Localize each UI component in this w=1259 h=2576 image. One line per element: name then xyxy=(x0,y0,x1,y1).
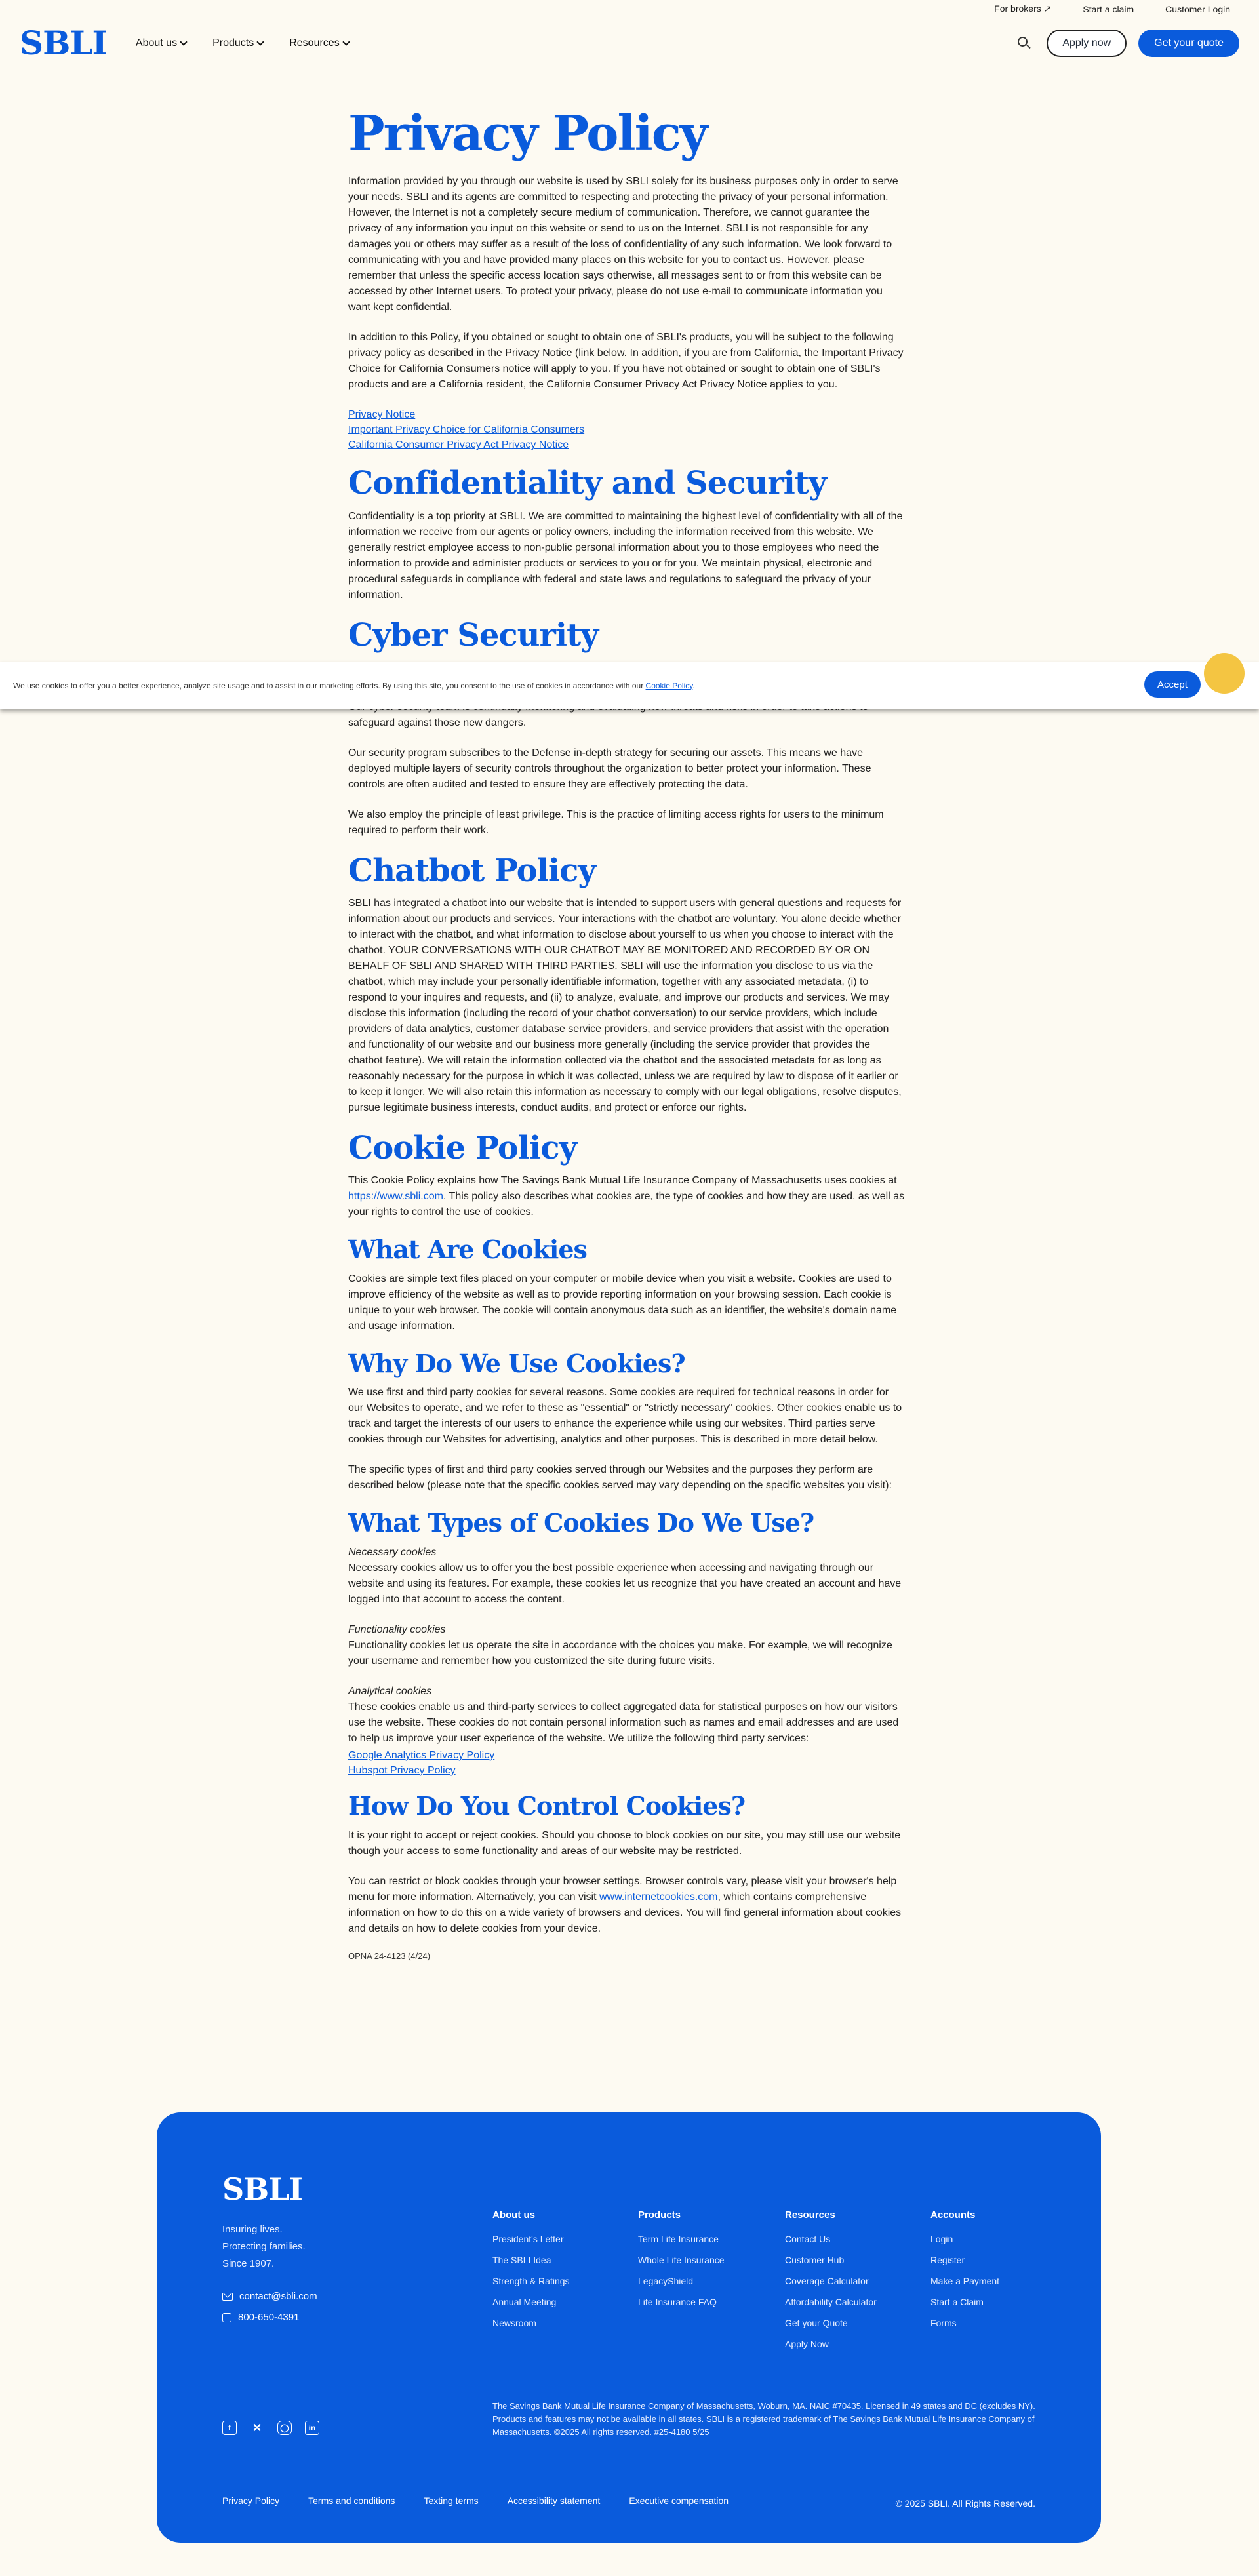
privacy-links xyxy=(348,407,906,452)
internetcookies-link[interactable]: www.internetcookies.com xyxy=(599,1891,718,1903)
tagline-line: Insuring lives. xyxy=(222,2224,283,2235)
third-party-links xyxy=(348,1748,906,1778)
utility-bar xyxy=(0,0,1259,18)
analytical-cookies-paragraph: These cookies enable us and third-party services to collect aggregated data for statistical purposes on how our visitors use the website. These cookies do not contain personal information such as names and email addresses and are used to help us improve your user experience of the website. We utilize the following third party services: xyxy=(348,1701,899,1744)
policy-content xyxy=(348,68,906,1961)
main-nav xyxy=(136,37,349,49)
footer-link[interactable]: Strength & Ratings xyxy=(492,2276,570,2286)
products-paragraph: In addition to this Policy, if you obtained or sought to obtain one of SBLI's products, you will be subject to the following privacy policy as described in the Privacy Notice (link below. In addition, if you are from California, the Important Privacy Choice for California Consumers notice will apply to you. If you have not obtained or sought to obtain one of SBLI's products and are a California resident, the California Consumer Privacy Act Privacy Notice applies to you. xyxy=(348,332,904,391)
confidentiality-heading: Confidentiality and Security xyxy=(348,465,826,502)
social-links xyxy=(222,2421,319,2435)
sbli-site-link[interactable]: https://www.sbli.com xyxy=(348,1191,443,1202)
nav-label: About us xyxy=(135,37,178,49)
functionality-cookies-paragraph: Functionality cookies let us operate the site in accordance with the choices you make. For example, we will recognize your username and remember how you customized the site during future visits. xyxy=(348,1639,892,1667)
footer-link[interactable]: Customer Hub xyxy=(785,2255,845,2265)
cookie-policy-text-end: . This policy also describes what cookies are, the type of cookies and how they are used, as well as your rights to control the use of cookies. xyxy=(348,1191,905,1218)
necessary-cookies-label: Necessary cookies xyxy=(348,1546,437,1558)
document-code: OPNA 24-4123 (4/24) xyxy=(348,1951,431,1961)
footer-col-title: Accounts xyxy=(930,2209,976,2221)
cookie-types-heading: What Types of Cookies Do We Use? xyxy=(348,1508,814,1538)
cyber-paragraph-3: We also employ the principle of least privilege. This is the practice of limiting access rights for users to the minimum required to perform their work. xyxy=(348,808,884,836)
footer-col-about xyxy=(492,2209,570,2333)
footer-col-accounts xyxy=(930,2209,999,2333)
footer-tagline xyxy=(222,2221,306,2272)
footer-link[interactable]: Start a Claim xyxy=(930,2297,984,2307)
cookie-banner-text xyxy=(13,681,695,690)
page-title: Privacy Policy xyxy=(348,106,707,162)
footer-col-title: Resources xyxy=(785,2209,835,2221)
accept-cookies-button[interactable]: Accept xyxy=(1144,671,1201,698)
footer-phone[interactable] xyxy=(222,2312,299,2323)
ccpa-notice-link[interactable]: California Consumer Privacy Act Privacy Notice xyxy=(348,439,569,451)
footer-email[interactable] xyxy=(222,2291,317,2302)
intro-paragraph: Information provided by you through our website is used by SBLI solely for its business purposes only in order to serve your needs. SBLI and its agents are committed to respecting and protecting the privacy of your personal information. However, the Internet is not a completely secure medium of communication. Therefore, we cannot guarantee the privacy of any information you input on this website or send to us on the Internet. SBLI is not responsible for any damages you or others may suffer as a result of the loss of confidentiality of any such information. We look forward to communicating with you and have provided many places on this website for you to contact us. However, please remember that unless the specific access location says otherwise, all messages sent to or from this website can be accessed by other Internet users. To protect your privacy, please do not use e-mail to communicate information you want kept confidential. xyxy=(348,176,898,313)
footer-link[interactable]: Get your Quote xyxy=(785,2318,848,2328)
control-cookies-paragraph-1: It is your right to accept or reject cookies. Should you choose to block cookies on our site, you may still use our website though your access to some functionality and areas of our website may be restricted. xyxy=(348,1829,901,1857)
main-header xyxy=(0,18,1259,68)
why-cookies-heading: Why Do We Use Cookies? xyxy=(348,1348,685,1378)
control-text: You can restrict or block cookies through your browser settings. Browser controls vary, please visit your browser's help menu for more information. Alternatively, you can visit xyxy=(348,1875,897,1903)
why-cookies-paragraph-1: We use first and third party cookies for several reasons. Some cookies are required for technical reasons in order for our Websites to operate, and we refer to these as "essential" or "strictly necessary" cookies. Other cookies enable us to track and target the interests of our users to enhance the experience while using our websites. Third parties serve cookies through our Websites for advertising, analytics and other purposes. This is described in more detail below. xyxy=(348,1387,902,1446)
footer-terms-link[interactable]: Terms and conditions xyxy=(308,2495,395,2506)
footer-col-resources xyxy=(785,2209,877,2354)
cookie-banner xyxy=(0,662,1259,709)
hubspot-link[interactable]: Hubspot Privacy Policy xyxy=(348,1764,456,1776)
phone-text: 800-650-4391 xyxy=(238,2312,300,2323)
site-footer xyxy=(157,2112,1101,2543)
cyber-paragraph-2: Our security program subscribes to the Defense in-depth strategy for securing our assets. This means we have deployed multiple layers of security controls throughout the organization to better protect your information. These controls are often audited and tested to ensure they are effectively protecting the data. xyxy=(348,747,871,790)
analytical-cookies-label: Analytical cookies xyxy=(348,1685,432,1697)
cookie-policy-text: This Cookie Policy explains how The Savings Bank Mutual Life Insurance Company of Massachusetts uses cookies at xyxy=(348,1175,897,1187)
footer-link[interactable]: Whole Life Insurance xyxy=(638,2255,725,2265)
control-text-end: , which contains comprehensive information on how to do this on a wide variety of browsers and devices. You will find general information about cookies and details on how to delete cookies from your device. xyxy=(348,1891,902,1934)
nav-products[interactable] xyxy=(212,37,263,49)
x-icon[interactable]: ✕ xyxy=(252,2421,262,2434)
instagram-icon[interactable]: ◯ xyxy=(277,2421,292,2435)
footer-privacy-link[interactable]: Privacy Policy xyxy=(222,2495,280,2506)
cookie-policy-heading: Cookie Policy xyxy=(348,1129,577,1166)
necessary-cookies-paragraph: Necessary cookies allow us to offer you the best possible experience when accessing and navigating through our website and using its features. For example, these cookies let us recognize that you have created an account and have logged into that account to access the content. xyxy=(348,1562,902,1605)
cookie-policy-link[interactable]: Cookie Policy xyxy=(645,681,693,690)
nav-about-us[interactable] xyxy=(136,37,186,49)
footer-link[interactable]: Forms xyxy=(930,2318,957,2328)
email-text: contact@sbli.com xyxy=(239,2291,317,2302)
cyber-paragraph-1: safeguard against those new dangers. xyxy=(348,717,527,728)
what-are-cookies-heading: What Are Cookies xyxy=(348,1235,587,1265)
why-cookies-paragraph-2: The specific types of first and third party cookies served through our Websites and the purposes they perform are described below (please note that the specific cookies served may vary depending on the specific websites you visit): xyxy=(348,1464,892,1492)
footer-compensation-link[interactable]: Executive compensation xyxy=(629,2495,729,2506)
footer-texting-link[interactable]: Texting terms xyxy=(424,2495,479,2506)
tagline-line: Protecting families. xyxy=(222,2241,306,2252)
confidentiality-paragraph: Confidentiality is a top priority at SBLI. We are committed to maintaining the highest level of confidentiality with all of the information we receive from our agents or policy owners, including the information received from this website. We generally restrict employee access to non-public personal information about you to those employees who need the information to provide and administer products or services to you or for you. We maintain physical, electronic and procedural safeguards in compliance with federal and state laws and regulations to safeguard the privacy of your information. xyxy=(348,510,903,601)
footer-bottom-links xyxy=(222,2495,729,2506)
google-analytics-link[interactable]: Google Analytics Privacy Policy xyxy=(348,1749,495,1761)
footer-logo[interactable]: SBLI xyxy=(222,2171,302,2207)
privacy-notice-link[interactable]: Privacy Notice xyxy=(348,409,416,421)
footer-link[interactable]: The SBLI Idea xyxy=(492,2255,551,2265)
footer-link[interactable]: Contact Us xyxy=(785,2234,831,2244)
control-cookies-paragraph-2 xyxy=(348,1874,906,1937)
search-icon[interactable] xyxy=(1012,32,1035,54)
footer-link[interactable]: Annual Meeting xyxy=(492,2297,557,2307)
chatbot-heading: Chatbot Policy xyxy=(348,852,596,889)
footer-link[interactable]: Newsroom xyxy=(492,2318,536,2328)
footer-link[interactable]: Life Insurance FAQ xyxy=(638,2297,717,2307)
chevron-down-icon xyxy=(180,38,187,45)
mail-icon xyxy=(222,2293,233,2301)
linkedin-icon[interactable]: in xyxy=(305,2421,319,2435)
footer-link[interactable]: Term Life Insurance xyxy=(638,2234,719,2244)
footer-link[interactable]: Affordability Calculator xyxy=(785,2297,877,2307)
footer-link[interactable]: President's Letter xyxy=(492,2234,564,2244)
footer-col-products xyxy=(638,2209,725,2312)
nav-label: Resources xyxy=(289,37,340,49)
phone-icon xyxy=(222,2313,231,2322)
what-are-cookies-paragraph: Cookies are simple text files placed on your computer or mobile device when you visit a website. Cookies are used to improve efficiency of the website as well as to provide reporting information on your browsing session. Each cookie is unique to your web browser. The cookie will contain anonymous data such as an identifier, the website's domain name and usage information. xyxy=(348,1273,897,1332)
customer-login-link[interactable]: Customer Login xyxy=(1165,3,1230,14)
cookie-banner-end: . xyxy=(692,681,695,690)
footer-link[interactable]: Coverage Calculator xyxy=(785,2276,869,2286)
get-quote-button[interactable]: Get your quote xyxy=(1138,30,1239,57)
nav-resources[interactable] xyxy=(289,37,348,49)
facebook-icon[interactable]: f xyxy=(222,2421,237,2435)
footer-link[interactable]: Make a Payment xyxy=(930,2276,1000,2286)
apply-now-button[interactable]: Apply now xyxy=(1047,30,1127,57)
tagline-line: Since 1907. xyxy=(222,2258,275,2269)
cyber-security-heading: Cyber Security xyxy=(348,616,599,654)
header-actions xyxy=(1012,30,1239,57)
control-cookies-heading: How Do You Control Cookies? xyxy=(348,1791,746,1821)
footer-link[interactable]: Register xyxy=(930,2255,965,2265)
cookie-policy-paragraph xyxy=(348,1173,906,1220)
footer-accessibility-link[interactable]: Accessibility statement xyxy=(507,2495,601,2506)
cookie-banner-message: We use cookies to offer you a better experience, analyze site usage and to assist in our marketing efforts. By using this site, you consent to the use of cookies in accordance with our xyxy=(13,681,646,690)
copyright: © 2025 SBLI. All Rights Reserved. xyxy=(895,2498,1035,2508)
functionality-cookies-label: Functionality cookies xyxy=(348,1623,446,1635)
start-claim-link[interactable]: Start a claim xyxy=(1083,3,1134,14)
nav-label: Products xyxy=(212,37,254,49)
california-choice-link[interactable]: Important Privacy Choice for California Consumers xyxy=(348,424,585,436)
footer-link[interactable]: LegacyShield xyxy=(638,2276,694,2286)
footer-link[interactable]: Apply Now xyxy=(785,2339,829,2349)
legal-disclaimer: The Savings Bank Mutual Life Insurance Company of Massachusetts, Woburn, MA. NAIC #70435. Licensed in 49 states and DC (excludes NY). Products and features may not be available in all states. SBLI is a registered trademark of The Savings Bank Mutual Life Insurance Company of Massachusetts. ©2025 All rights reserved. #25-4180 5/25 xyxy=(492,2401,1035,2437)
sbli-logo[interactable]: SBLI xyxy=(20,23,107,62)
chevron-down-icon xyxy=(257,38,264,45)
chatbot-paragraph: SBLI has integrated a chatbot into our website that is intended to support users with general questions and requests for information about our products and services. Your interactions with the chatbot are voluntary. You alone decide whether to interact with the chatbot, and what information to disclose about yourself to us when you choose to interact with the chatbot. YOUR CONVERSATIONS WITH OUR CHATBOT MAY BE MONITORED AND RECORDED BY OR ON BEHALF OF SBLI AND SHARED WITH THIRD PARTIES. SBLI will use the information you disclose to us via the chatbot, which may include your personally identifiable information, together with any associated metadata, (i) to respond to your inquires and requests, and (ii) to analyze, evaluate, and improve our products and services. We may disclose this information (including the record of your chatbot conversation) to our service providers, which include providers of data analytics, customer database service providers, and service providers that assist with the operation and functionality of our website and our business more generally (including the service provider that provides the chatbot feature). We will retain the information collected via the chatbot and the associated metadata for as long as reasonably necessary for the purpose in which it was collected, unless we are required by law to dispose of it earlier or to keep it longer. We will also retain this information as necessary to comply with our legal obligations, resolve disputes, pursue legitimate business interests, conduct audits, and protect or enforce our rights. xyxy=(348,897,902,1113)
footer-col-title: Products xyxy=(638,2209,681,2221)
chevron-down-icon xyxy=(342,38,350,45)
footer-col-title: About us xyxy=(492,2209,535,2221)
brokers-link[interactable]: For brokers ↗ xyxy=(994,3,1052,14)
chat-launcher-icon[interactable] xyxy=(1204,653,1245,694)
footer-link[interactable]: Login xyxy=(930,2234,953,2244)
